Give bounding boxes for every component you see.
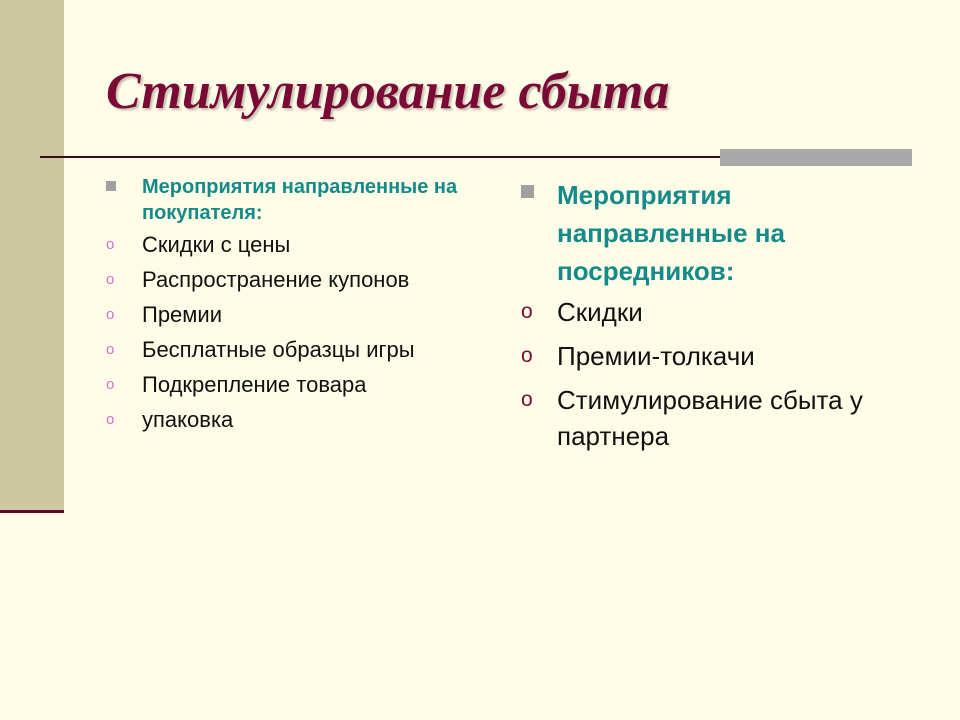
list-item-text: Премии [142, 302, 222, 327]
circle-bullet-icon: o [106, 271, 115, 288]
list-item-text: Стимулирование сбыта у партнера [557, 385, 863, 451]
circle-bullet-icon: o [106, 376, 115, 393]
list-item-text: Подкрепление товара [142, 372, 367, 397]
left-column-heading [106, 174, 486, 226]
left-band-underline [0, 510, 64, 513]
list-item-text: Скидки [557, 297, 643, 327]
circle-bullet-icon: o [106, 411, 115, 428]
circle-bullet-icon: o [106, 341, 115, 358]
circle-bullet-icon: o [521, 388, 533, 411]
title-divider-accent-bar [720, 149, 912, 166]
circle-bullet-icon: o [106, 236, 115, 253]
list-item-text: Бесплатные образцы игры [142, 337, 415, 362]
list-item [106, 265, 486, 300]
list-item [521, 338, 921, 374]
square-bullet-icon [521, 185, 534, 198]
list-item [106, 300, 486, 335]
left-decorative-band [0, 0, 64, 512]
list-item [106, 405, 486, 440]
list-item [106, 370, 486, 405]
list-item-text: Скидки с цены [142, 232, 291, 257]
right-column-heading [521, 176, 921, 290]
list-item [521, 294, 921, 330]
left-heading-text: Мероприятия направленные на покупателя: [142, 176, 458, 224]
slide-title: Стимулирование сбыта [106, 63, 670, 120]
right-column-list [521, 176, 921, 462]
list-item-text: Распространение купонов [142, 267, 410, 292]
list-item-text: Премии-толкачи [557, 341, 755, 371]
list-item-text: упаковка [142, 407, 234, 432]
list-item [106, 335, 486, 370]
circle-bullet-icon: o [521, 300, 533, 323]
square-bullet-icon [106, 181, 116, 191]
right-heading-text: Мероприятия направленные на посредников: [557, 180, 785, 286]
list-item [106, 230, 486, 265]
circle-bullet-icon: o [521, 344, 533, 367]
left-column-list [106, 174, 486, 440]
circle-bullet-icon: o [106, 306, 115, 323]
list-item [521, 382, 921, 454]
